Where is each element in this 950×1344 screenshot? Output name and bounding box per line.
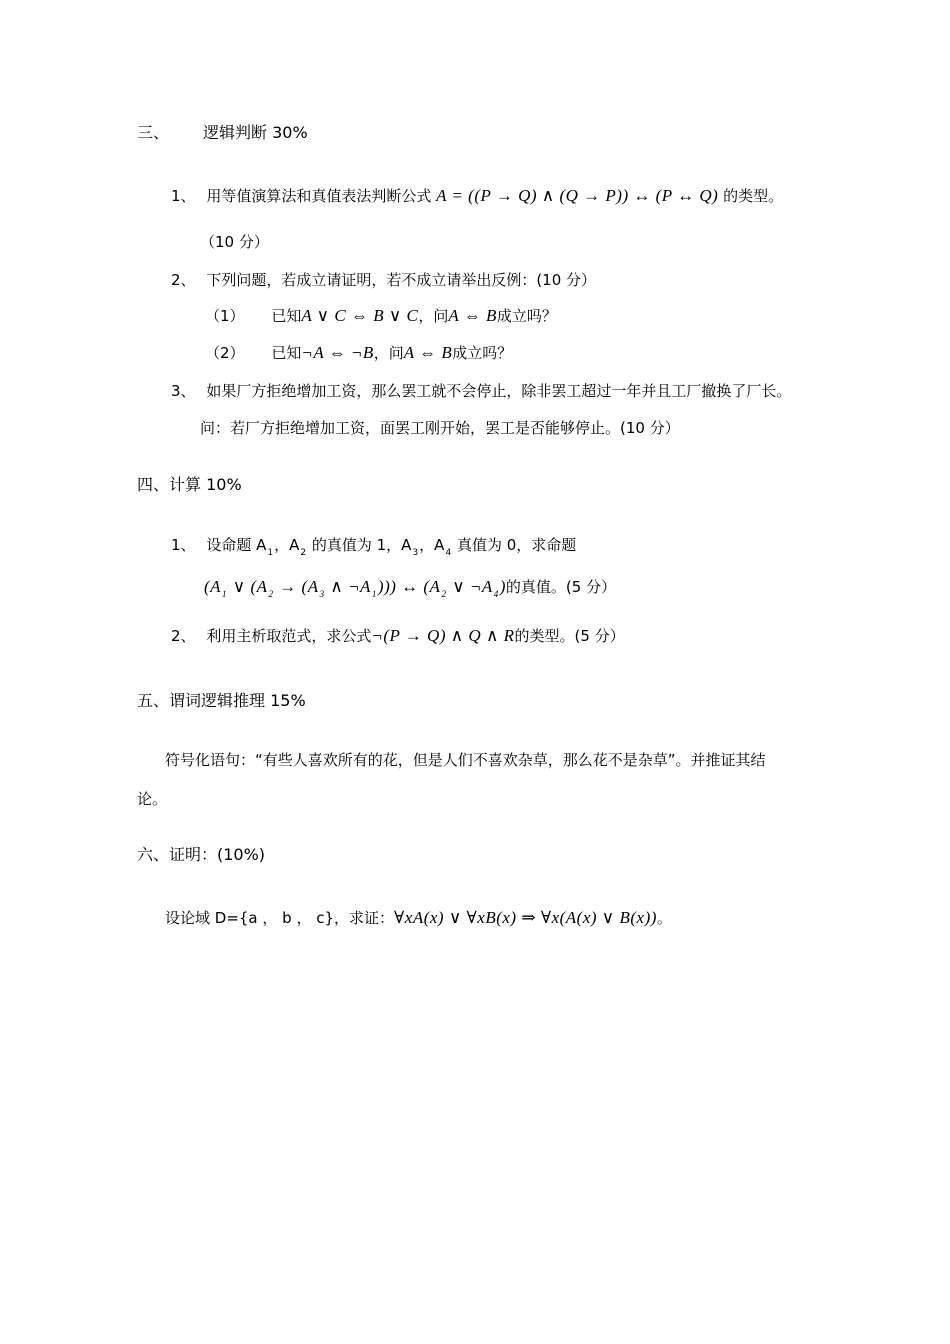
s3-q2-sub1-mid: ，问	[418, 307, 449, 325]
formula-sub: 1	[222, 589, 228, 599]
s3-q2-text: 下列问题，若成立请证明，若不成立请举出反例：(10 分）	[206, 271, 597, 289]
s4-q1-t5: 真值为 0，求命题	[452, 536, 577, 554]
s3-q2-sub2-number: （2）	[205, 344, 245, 362]
s3-q1-text-after: 的类型。	[723, 187, 784, 205]
formula-sub: 2	[441, 589, 447, 599]
s4-q1-formula-line	[204, 575, 616, 601]
s3-q3-line-2: 问：若厂方拒绝增加工资，面罢工刚开始，罢工是否能够停止。(10 分）	[200, 419, 680, 437]
s4-question-2	[171, 624, 625, 648]
s6-post: 。	[656, 909, 672, 927]
s4-q1-sub1: 1	[267, 548, 274, 558]
s3-q2-sub2-formula2: A ⇔ B	[403, 343, 453, 362]
s4-q1-t4: ，A	[419, 536, 445, 554]
s4-q2-post: 的类型。(5 分）	[514, 627, 625, 645]
section-3-heading	[137, 121, 308, 145]
section-3-number: 三、	[137, 123, 170, 142]
formula-part: )	[499, 577, 506, 596]
formula-part: (A	[204, 577, 222, 596]
s3-q2-sub2-mid: ，问	[373, 344, 404, 362]
formula-part: ∨ ¬A	[447, 577, 493, 596]
s3-q1-score: （10 分）	[200, 233, 269, 251]
s3-q1-text: 用等值演算法和真值表法判断公式	[206, 187, 432, 205]
s3-q2-sub-1	[205, 304, 557, 328]
formula-sub: 2	[268, 589, 274, 599]
s4-q2-number: 2、	[171, 627, 196, 645]
s4-q1-text	[206, 536, 577, 558]
s4-q1-sub4: 4	[445, 548, 452, 558]
s6-pre: 设论域 D={a ， b ， c}，求证：	[165, 909, 395, 927]
s3-q1-number: 1、	[171, 187, 196, 205]
s3-q2-sub2-pre: 已知	[271, 344, 302, 362]
s3-q2-sub-2	[205, 341, 512, 365]
s4-q1-number: 1、	[171, 536, 196, 554]
formula-part: → (A	[274, 577, 319, 596]
s3-q2-sub1-pre: 已知	[271, 307, 302, 325]
s3-question-3	[171, 379, 791, 403]
s3-q2-sub1-formula: A ∨ C ⇔ B ∨ C	[301, 306, 419, 325]
s3-q3-line-1: 如果厂方拒绝增加工资，那么罢工就不会停止，除非罢工超过一年并且工厂撤换了厂长。	[206, 382, 792, 400]
formula-sub: 1	[371, 589, 377, 599]
s4-q1-sub3: 3	[412, 548, 419, 558]
s3-q3-number: 3、	[171, 382, 196, 400]
section-5-heading: 五、谓词逻辑推理 15%	[137, 691, 306, 710]
s3-q2-sub1-formula2: A ⇔ B	[448, 306, 497, 325]
s6-formula: ∀xA(x) ∨ ∀xB(x) ⇒ ∀x(A(x) ∨ B(x))	[394, 908, 657, 927]
formula-part: ))) ↔ (A	[377, 577, 441, 596]
s3-q2-sub2-formula: ¬A ⇔ ¬B	[301, 343, 374, 362]
section-3-title: 逻辑判断 30%	[203, 123, 308, 142]
s4-question-1	[171, 533, 576, 560]
formula-part: ∨ (A	[228, 577, 268, 596]
s5-line-1: 符号化语句：“有些人喜欢所有的花，但是人们不喜欢杂草，那么花不是杂草”。并推证其结	[165, 751, 766, 769]
s4-q1-formula	[204, 577, 506, 599]
formula-part: ∧ ¬A	[325, 577, 371, 596]
s4-q1-t2: ，A	[274, 536, 300, 554]
s4-q1-tail: 的真值。(5 分）	[505, 578, 617, 596]
s4-q2-formula: ¬(P → Q) ∧ Q ∧ R	[371, 626, 515, 645]
s4-q1-t1: 设命题 A	[206, 536, 267, 554]
s4-q1-sub2: 2	[300, 548, 307, 558]
s6-statement	[165, 906, 672, 930]
s3-q1-formula: A = ((P → Q) ∧ (Q → P)) ↔ (P ↔ Q)	[436, 186, 719, 205]
s3-q2-sub2-post: 成立吗？	[452, 344, 513, 362]
s3-question-1	[171, 184, 783, 208]
s4-q2-pre: 利用主析取范式，求公式	[206, 627, 372, 645]
formula-sub: 4	[493, 589, 499, 599]
s3-q2-sub1-post: 成立吗？	[496, 307, 557, 325]
section-6-heading: 六、证明：(10%)	[137, 845, 266, 864]
s3-q2-number: 2、	[171, 271, 196, 289]
s3-q2-sub1-number: （1）	[205, 307, 245, 325]
s5-line-2: 论。	[137, 790, 168, 808]
s3-question-2	[171, 268, 596, 292]
s4-q1-t3: 的真值为 1，A	[307, 536, 412, 554]
section-4-heading: 四、计算 10%	[137, 475, 242, 494]
formula-sub: 3	[319, 589, 325, 599]
